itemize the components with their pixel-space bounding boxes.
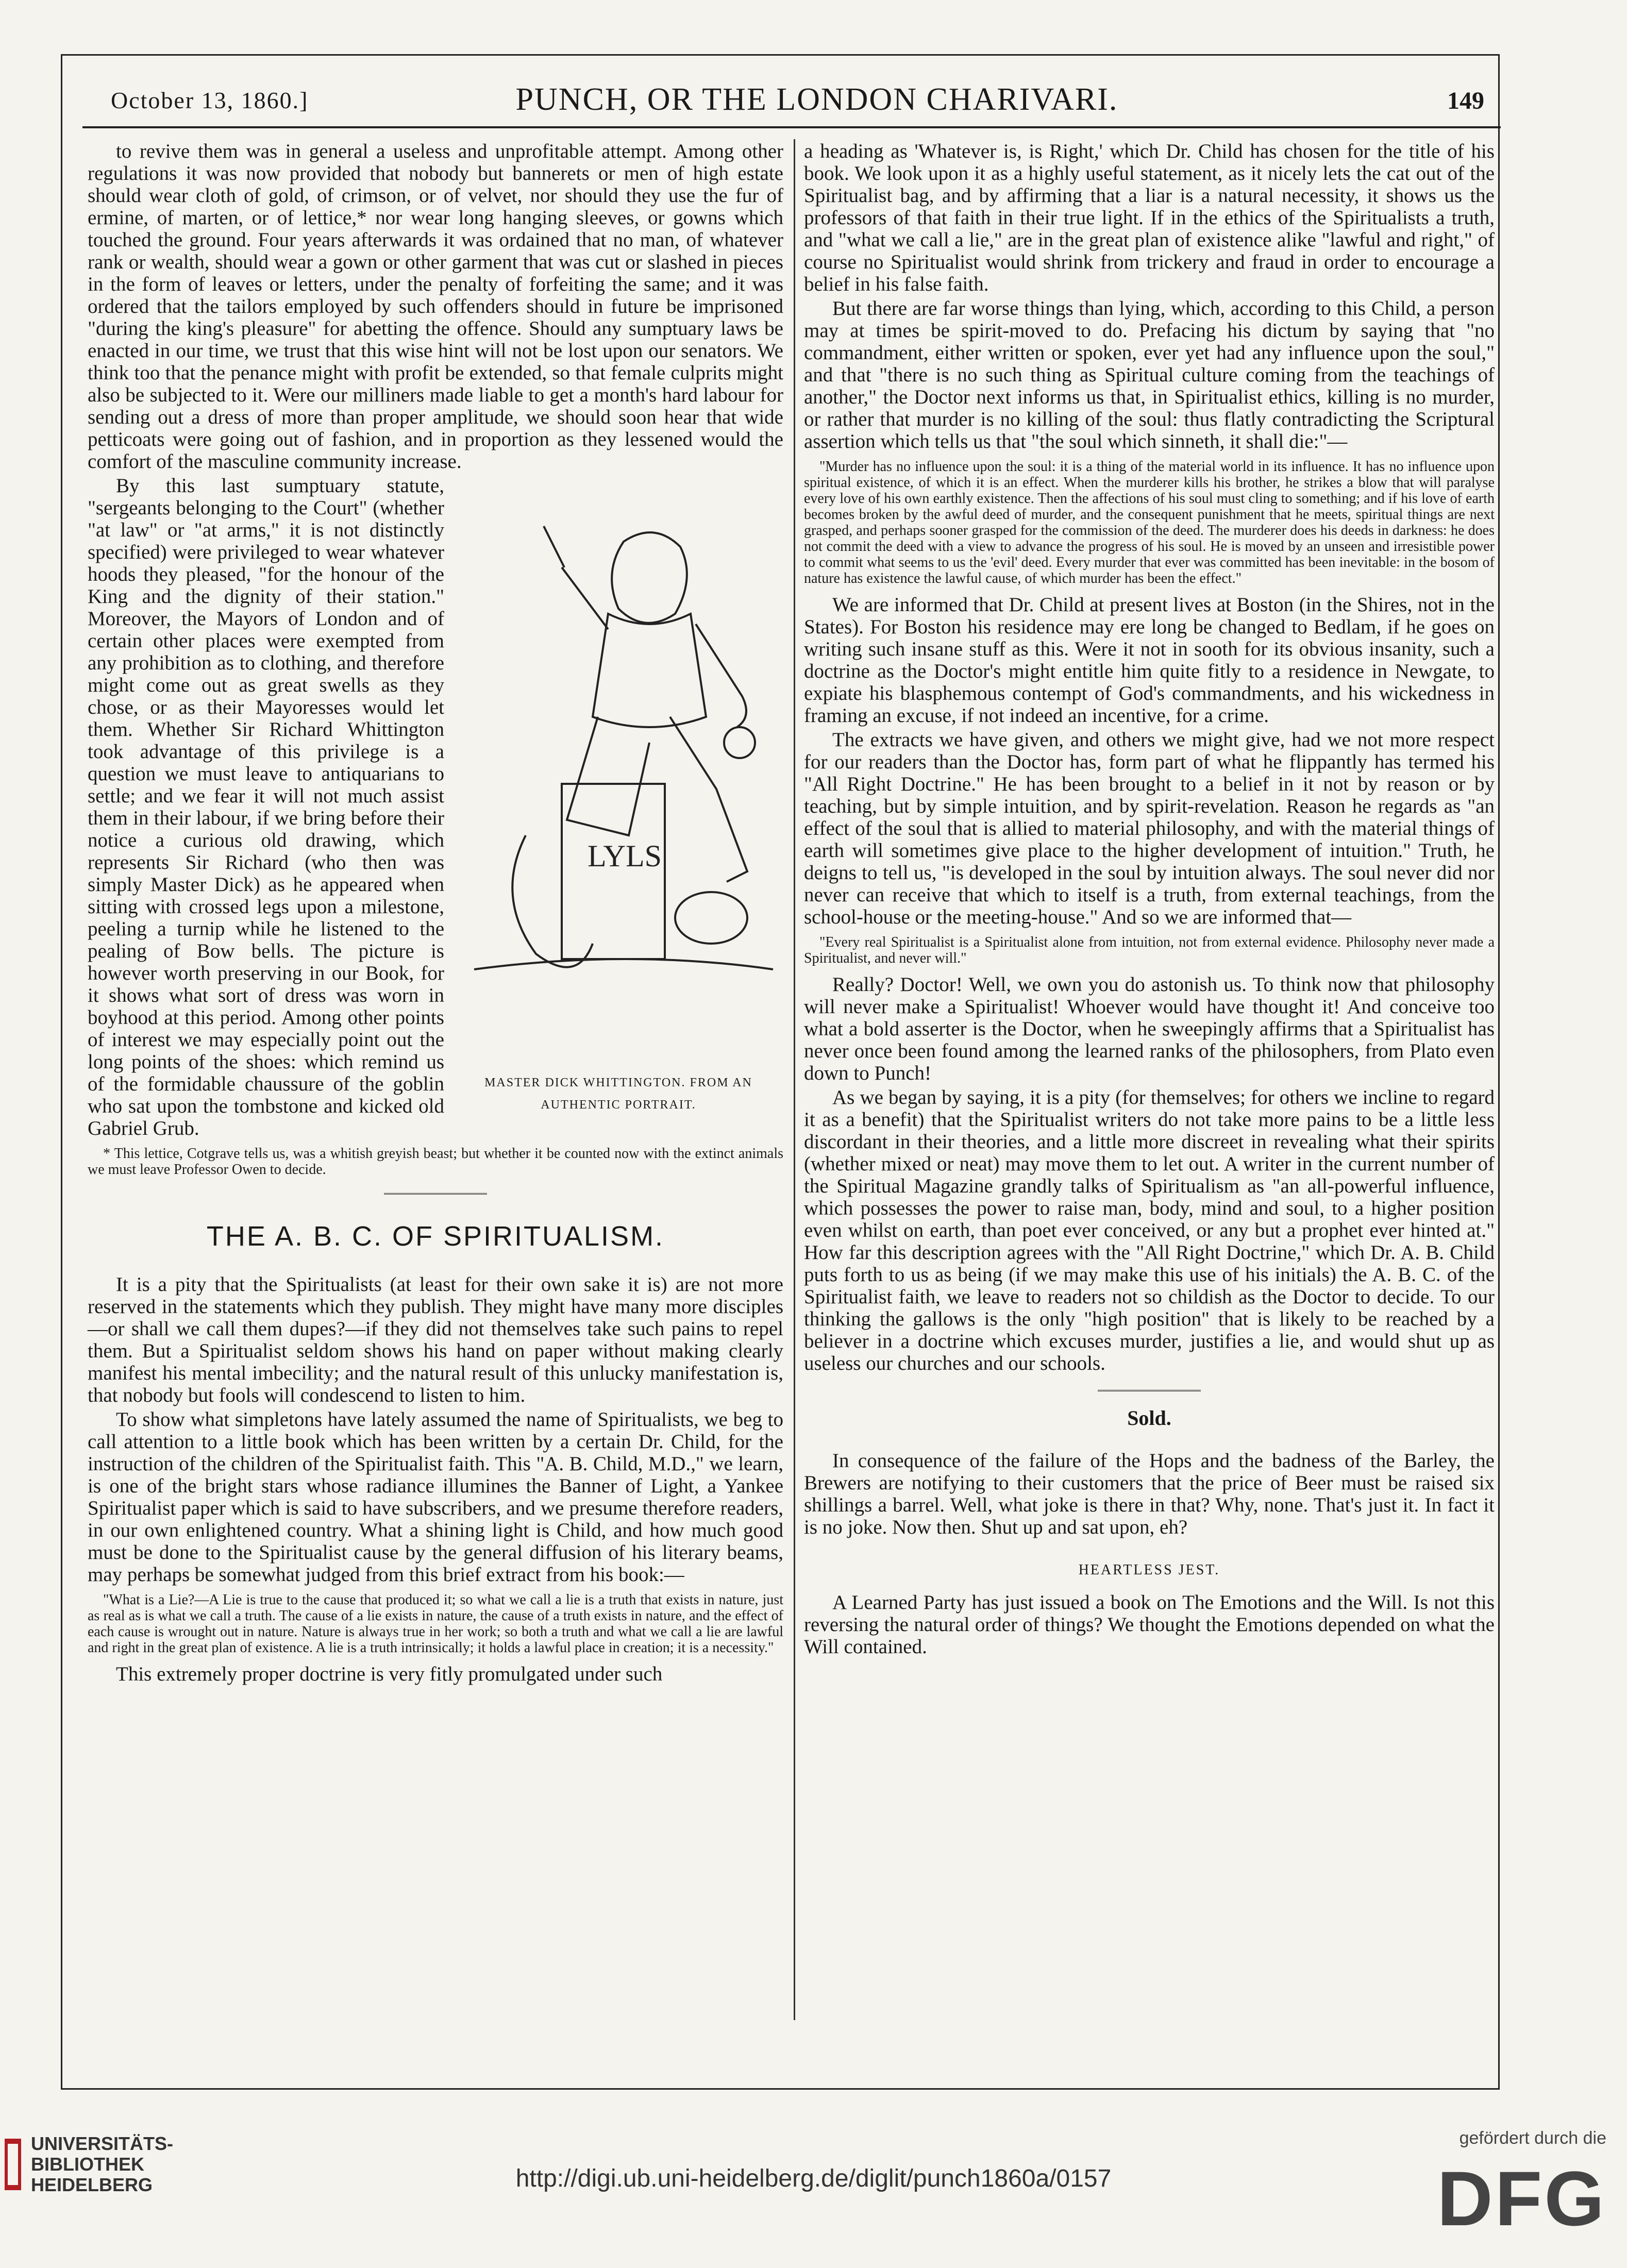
article-title: Sold.	[1127, 1406, 1171, 1430]
paragraph: A Learned Party has just issued a book on The Emotions and the Will. Is not this reversing the natural order of things? We thought the Emotions depended on what the Will contained.	[804, 1591, 1495, 1658]
section-separator	[384, 1193, 487, 1195]
column-rule	[794, 139, 795, 2020]
left-column	[88, 140, 783, 1687]
footnote: * This lettice, Cotgrave tells us, was a whitish greyish beast; but whether it be counted now with the extinct animals we must leave Professor Owen to decide.	[88, 1146, 783, 1178]
article-title: THE A. B. C. OF SPIRITUALISM.	[206, 1221, 665, 1252]
source-url[interactable]: http://digi.ub.uni-heidelberg.de/diglit/punch1860a/0157	[515, 2165, 1112, 2192]
header-date: October 13, 1860.]	[111, 87, 309, 113]
quotation: "Murder has no influence upon the soul: it is a thing of the material world in its influence. It has no influence upon spiritual existence, of which it is an effect. When the murderer kills his brother, he strikes a blow that will paralyse every love of his own earthly existence. Then the affections of his soul must cling to something; and if his love of earth becomes broken by the awful deed of murder, and the consequent punishment that he meets, spiritual things are next grasped, and perhaps sooner grasped for the commission of the deed. The murderer does his deeds in darkness: he does not commit the deed with a view to advance the progress of his soul. He is moved by an unseen and irresistible power to commit what seems to us the 'evil' deed. Every murder that ever was committed has been inevitable: in the bosom of nature has existence the lawful cause, of which murder has been the effect."	[804, 459, 1495, 586]
illustration-image	[454, 475, 783, 1088]
paragraph: In consequence of the failure of the Hops and the badness of the Barley, the Brewers are notifying to their customers that the price of Beer must be raised six shillings a barrel. Well, what joke is there in that? Why, none. That's just it. In fact it is no joke. Now then. Shut up and sat upon, eh?	[804, 1450, 1495, 1538]
paragraph: The extracts we have given, and others we might give, had we not more respect for our readers than the Doctor has, form part of what he flippantly has termed his "All Right Doctrine." He has been brought to a belief in it not by reason or by teaching, but by simple intuition, and by spirit-revelation. Reason he regards as "an effect of the soul that is allied to material philosophy, and with the material things of earth will sometimes give place to the higher development of intuition." Truth, he deigns to tell us, "is developed in the soul by intuition always. The soul never did nor never can receive that which to itself is a truth, from external teachings, from the school-house or the meeting-house." And so we are informed that—	[804, 729, 1495, 928]
paragraph: To show what simpletons have lately assumed the name of Spiritualists, we beg to call attention to a little book which has been written by a certain Dr. Child, for the instruction of the children of the Spiritualist faith. This "A. B. Child, M.D.," we learn, is one of the bright stars whose radiance illumines the Banner of Light, a Yankee Spiritualist paper which is said to have subscribers, and we presume therefore readers, in our own enlightened country. What a shining light is Child, and how much good must be done to the Spiritualist cause by the general diffusion of his literary beams, may perhaps be somewhat judged from this brief extract from his book:—	[88, 1408, 783, 1586]
paragraph: to revive them was in general a useless and unprofitable attempt. Among other regulations it was now provided that nobody but bannerets or men of high estate should wear cloth of gold, of crimson, or of velvet, nor should they use the fur of ermine, of marten, or of lettice,* nor wear long hanging sleeves, or gowns which touched the ground. Four years afterwards it was ordained that no man, of whatever rank or wealth, should wear a gown or other garment that was cut or slashed in pieces in the form of leaves or letters, under the penalty of forfeiting the same; and it was ordered that the tailors employed by such offenders should in future be imprisoned "during the king's pleasure" for abetting the offence. Should any sumptuary laws be enacted in our time, we trust that this wise hint will not be lost upon our senators. We think too that the penance might with profit be extended, so that female culprits might also be subjected to it. Were our milliners made liable to get a month's hard labour for sending out a dress of more than proper amplitude, we should soon hear that wide petticoats were going out of fashion, and in proportion as they lessened would the comfort of the masculine community increase.	[88, 140, 783, 473]
whittington-illustration	[454, 475, 783, 1132]
svg-text:LYLS: LYLS	[588, 839, 662, 873]
header-title: PUNCH, OR THE LONDON CHARIVARI.	[515, 82, 1118, 117]
paragraph: This extremely proper doctrine is very fitly promulgated under such	[116, 1663, 663, 1685]
dfg-logo: DFG	[1437, 2155, 1606, 2242]
right-column	[804, 140, 1495, 1660]
article-title: HEARTLESS JEST.	[1078, 1562, 1220, 1578]
section-separator	[1098, 1390, 1201, 1391]
paragraph: By this last sumptuary statute, "sergeants belonging to the Court" (whether "at law" or "at arms," it is not distinctly specified) were privileged to wear whatever hoods they pleased, "for the honour of the King and the dignity of their station." Moreover, the Mayors of London and of certain other places were exempted from any prohibition as to clothing, and therefore might come out as great swells as they chose, or as their Mayoresses would let them. Whether Sir Richard Whittington took advantage of this privilege is a question we must leave to antiquarians to settle; and we fear it will not much assist them in their labour, if we bring before their notice a curious old drawing, which represents Sir Richard (who then was simply Master Dick) as he appeared when sitting with crossed legs upon a milestone, peeling a turnip while he listened to the pealing of Bow bells. The picture is however worth preserving in our Book, for it shows what sort of dress was worn in boyhood at this period. Among other points of interest we may especially point out the long points of the shoes: which remind us of the formidable chaussure of the goblin who sat upon the tombstone and kicked old Gabriel Grub.	[88, 475, 444, 1139]
paragraph: a heading as 'Whatever is, is Right,' which Dr. Child has chosen for the title of his book. We look upon it as a highly useful statement, as it nicely lets the cat out of the Spiritualist bag, and by affirming that a liar is a natural necessity, it shows us the professors of that faith in their true light. If in the ethics of the Spiritualists a truth, and "what we call a lie," are in the great plan of existence alike "lawful and right," of course no Spiritualist would shrink from trickery and fraud in order to encourage a belief in his false faith.	[804, 140, 1495, 295]
paragraph: It is a pity that the Spiritualists (at least for their own sake it is) are not more reserved in the statements which they publish. They might have many more disciples—or shall we call them dupes?—if they did not themselves take such pains to repel them. But a Spiritualist seldom shows his hand on paper without making clearly manifest his mental imbecility; and the natural result of this unlucky manifestation is, that nobody but fools will condescend to listen to him.	[88, 1273, 783, 1406]
paragraph: As we began by saying, it is a pity (for themselves; for others we incline to regard it as a benefit) that the Spiritualist writers do not take more pains to be a little less discordant in their theories, and a little more discreet in revealing what their spirits (whether mixed or neat) may move them to let out. A writer in the current number of the Spiritual Magazine grandly talks of Spiritualism as "an all-powerful influence, which possesses the power to raise man, body, mind and soul, to a higher position even whilst on earth, than poet ever conceived, or any but a prophet ever hinted at." How far this description agrees with the "All Right Doctrine," which Dr. A. B. Child puts forth to us as being (if we may make this use of his initials) the A. B. C. of the Spiritualist faith, we leave to readers not so childish as the Doctor to decide. To our thinking the gallows is the only "high position" that is likely to be reached by a believer in a doctrine which excuses murder, justifies a lie, and would shut up as useless our churches and our schools.	[804, 1086, 1495, 1374]
paragraph: But there are far worse things than lying, which, according to this Child, a person may at times be spirit-moved to do. Prefacing his dictum by saying that "no commandment, either written or spoken, ever yet had any influence upon the soul," and that "there is no such thing as Spiritual culture coming from the teachings of another," the Doctor next informs us that, in Spiritualist ethics, killing is no murder, or rather that murder is no killing of the soul: thus flatly contradicting the Scriptural assertion which tells us that "the soul which sinneth, it shall die:"—	[804, 297, 1495, 452]
library-name: UNIVERSITÄTS- BIBLIOTHEK HEIDELBERG	[31, 2133, 174, 2195]
paragraph: We are informed that Dr. Child at present lives at Boston (in the Shires, not in the States). For Boston his residence may ere long be changed to Bedlam, if he goes on writing such insane stuff as this. Were it not in sooth for its obvious insanity, such a doctrine as the Doctor's might entitle him quite fitly to a residence in Newgate, to expiate his blasphemous contempt of God's commandments, and his wickedness in framing an excuse, if not indeed an incentive, for a crime.	[804, 594, 1495, 727]
page-number: 149	[1447, 87, 1484, 114]
illustration-caption: MASTER DICK WHITTINGTON. FROM AN AUTHENTIC PORTRAIT.	[484, 1076, 752, 1112]
quotation: "Every real Spiritualist is a Spiritualist alone from intuition, not from external evidence. Philosophy never made a Spiritualist, and never will."	[804, 934, 1495, 966]
running-header	[111, 81, 1523, 123]
header-rule	[82, 126, 1501, 128]
funding-note: gefördert durch die	[1459, 2128, 1606, 2148]
quotation: "What is a Lie?—A Lie is true to the cause that produced it; so what we call a lie is a truth that exists in nature, just as real as is what we call a truth. The cause of a lie exists in nature, the cause of a truth exists in nature, and the effect of each cause is wrought out in nature. Nature is always true in her work; so both a truth and what we call a lie are lawful and right in the great plan of existence. A lie is a truth intrinsically; it holds a lawful place in creation; it is a necessity."	[88, 1592, 783, 1656]
paragraph: Really? Doctor! Well, we own you do astonish us. To think now that philosophy will never make a Spiritualist! Whoever would have thought it! And conceive too what a bold asserter is the Doctor, when he sweepingly affirms that a Spiritualist has never once been found among the learned ranks of the philosophers, from Plato even down to Punch!	[804, 973, 1495, 1084]
